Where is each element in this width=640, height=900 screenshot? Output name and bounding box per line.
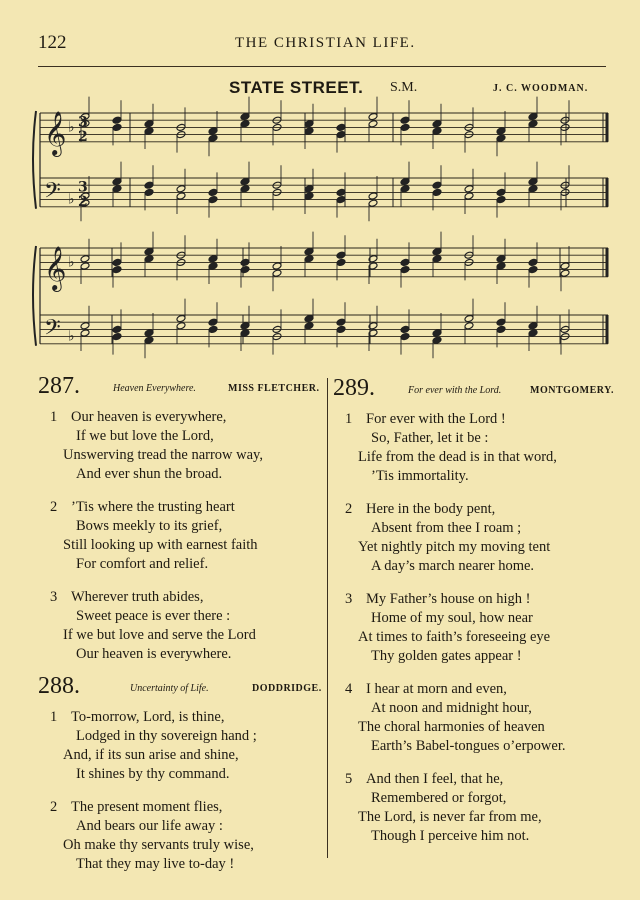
key-flat: ♭ bbox=[68, 329, 75, 345]
note-head bbox=[240, 266, 250, 274]
note-head bbox=[240, 113, 250, 121]
verse-number: 5 bbox=[345, 771, 353, 787]
note-head bbox=[464, 315, 474, 323]
verse-line: And then I feel, that he, bbox=[366, 771, 504, 787]
key-flat: ♭ bbox=[68, 255, 75, 271]
note-head bbox=[560, 269, 570, 277]
hymn-author: MONTGOMERY. bbox=[530, 385, 614, 396]
verse-line: Unswerving tread the narrow way, bbox=[63, 447, 263, 463]
note-head bbox=[432, 248, 442, 256]
note-head bbox=[80, 255, 90, 263]
key-flat: ♭ bbox=[68, 192, 75, 208]
staff-systems bbox=[33, 97, 608, 359]
hymn-number: 287. bbox=[38, 373, 80, 399]
note-head bbox=[432, 255, 442, 263]
verse-line: Home of my soul, how near bbox=[371, 610, 533, 626]
note-head bbox=[464, 322, 474, 330]
verse-line: And, if its sun arise and shine, bbox=[63, 747, 239, 763]
note-head bbox=[496, 318, 506, 326]
note-head bbox=[144, 120, 154, 128]
verse-line: Yet nightly pitch my moving tent bbox=[358, 539, 551, 555]
note-head bbox=[112, 178, 122, 186]
verse-line: Life from the dead is in that word, bbox=[358, 449, 557, 465]
music-score bbox=[0, 0, 640, 370]
note-head bbox=[304, 255, 314, 263]
note-head bbox=[496, 134, 506, 142]
note-head bbox=[432, 329, 442, 337]
note-head bbox=[80, 322, 90, 330]
note-head bbox=[560, 262, 570, 270]
verse-line: Our heaven is everywhere. bbox=[76, 646, 232, 662]
page-number: 122 bbox=[38, 32, 67, 53]
verse-number: 1 bbox=[345, 411, 353, 427]
note-head bbox=[240, 322, 250, 330]
note-head bbox=[432, 120, 442, 128]
verse-number: 4 bbox=[345, 681, 353, 697]
verse-line: Oh make thy servants truly wise, bbox=[63, 837, 254, 853]
note-head bbox=[208, 255, 218, 263]
verse-line: So, Father, let it be : bbox=[371, 430, 489, 446]
verse-line: Earth’s Babel-tongues o’erpower. bbox=[371, 738, 566, 754]
verse-number: 1 bbox=[50, 409, 58, 425]
note-head bbox=[336, 258, 346, 266]
verse-line: Still looking up with earnest faith bbox=[63, 537, 258, 553]
verse-line: If we but love and serve the Lord bbox=[63, 627, 256, 643]
time-signature: 3 bbox=[78, 114, 88, 131]
note-head bbox=[144, 336, 154, 344]
verse-number: 3 bbox=[345, 591, 353, 607]
note-head bbox=[496, 255, 506, 263]
verse-line: Here in the body pent, bbox=[366, 501, 496, 517]
note-head bbox=[144, 329, 154, 337]
note-head bbox=[144, 127, 154, 135]
verse-line: For ever with the Lord ! bbox=[366, 411, 506, 427]
verse-line: My Father’s house on high ! bbox=[366, 591, 531, 607]
note-head bbox=[208, 188, 218, 196]
note-head bbox=[112, 185, 122, 193]
note-head bbox=[336, 188, 346, 196]
note-head bbox=[144, 248, 154, 256]
verse-number: 1 bbox=[50, 709, 58, 725]
note-head bbox=[368, 113, 378, 121]
note-head bbox=[240, 185, 250, 193]
note-head bbox=[528, 322, 538, 330]
note-head bbox=[272, 262, 282, 270]
note-head bbox=[112, 123, 122, 131]
note-head bbox=[368, 192, 378, 200]
note-head bbox=[400, 333, 410, 341]
system-brace bbox=[33, 246, 36, 346]
note-head bbox=[208, 325, 218, 333]
note-head bbox=[240, 178, 250, 186]
note-head bbox=[208, 196, 218, 204]
verse-line: At times to faith’s foreseeing eye bbox=[358, 629, 551, 645]
tune-composer: J. C. WOODMAN. bbox=[493, 83, 589, 94]
note-head bbox=[432, 188, 442, 196]
note-head bbox=[464, 192, 474, 200]
verse-line: The present moment flies, bbox=[71, 799, 223, 815]
tune-meter: S.M. bbox=[390, 80, 418, 95]
note-head bbox=[80, 329, 90, 337]
note-head bbox=[144, 181, 154, 189]
note-head bbox=[112, 333, 122, 341]
verse-line: For comfort and relief. bbox=[76, 556, 209, 572]
note-head bbox=[528, 178, 538, 186]
note-head bbox=[240, 258, 250, 266]
verse-line: To-morrow, Lord, is thine, bbox=[71, 709, 225, 725]
key-flat: ♭ bbox=[68, 120, 75, 136]
verse-line: Wherever truth abides, bbox=[71, 589, 204, 605]
verse-number: 2 bbox=[50, 799, 58, 815]
note-head bbox=[176, 315, 186, 323]
note-head bbox=[240, 329, 250, 337]
hymn-author: DODDRIDGE. bbox=[252, 683, 322, 694]
note-head bbox=[432, 181, 442, 189]
note-head bbox=[528, 120, 538, 128]
verse-line: It shines by thy command. bbox=[76, 766, 230, 782]
note-head bbox=[528, 266, 538, 274]
verse-line: ’Tis immortality. bbox=[371, 468, 469, 484]
hymn-title: Uncertainty of Life. bbox=[130, 683, 209, 694]
verse-line: A day’s march nearer home. bbox=[371, 558, 535, 574]
verse-line: Though I perceive him not. bbox=[371, 828, 530, 844]
verse-line: Bows meekly to its grief, bbox=[76, 518, 223, 534]
time-signature: 3 bbox=[78, 179, 88, 196]
note-head bbox=[144, 188, 154, 196]
note-head bbox=[176, 192, 186, 200]
note-head bbox=[496, 188, 506, 196]
note-head bbox=[144, 255, 154, 263]
verse-line: That they may live to-day ! bbox=[76, 856, 235, 872]
time-signature: 2 bbox=[78, 193, 88, 210]
note-head bbox=[496, 262, 506, 270]
note-head bbox=[336, 325, 346, 333]
note-head bbox=[304, 315, 314, 323]
verse-line: Absent from thee I roam ; bbox=[371, 520, 522, 536]
hymn-title: Heaven Everywhere. bbox=[113, 383, 196, 394]
note-head bbox=[304, 127, 314, 135]
treble-clef: 𝄞 bbox=[44, 110, 67, 155]
note-head bbox=[208, 134, 218, 142]
verse-line: I hear at morn and even, bbox=[366, 681, 507, 697]
verse-line: Thy golden gates appear ! bbox=[371, 648, 522, 664]
bass-clef: 𝄢 bbox=[44, 178, 61, 209]
note-head bbox=[528, 185, 538, 193]
note-head bbox=[400, 178, 410, 186]
verse-line: Sweet peace is ever there : bbox=[76, 608, 231, 624]
note-head bbox=[336, 131, 346, 139]
verse-line: And bears our life away : bbox=[76, 818, 223, 834]
note-head bbox=[304, 248, 314, 256]
verse-number: 3 bbox=[50, 589, 58, 605]
verse-line: The choral harmonies of heaven bbox=[358, 719, 545, 735]
note-head bbox=[240, 120, 250, 128]
verse-line: At noon and midnight hour, bbox=[371, 700, 532, 716]
verse-line: And ever shun the broad. bbox=[76, 466, 223, 482]
note-head bbox=[400, 116, 410, 124]
note-head bbox=[304, 322, 314, 330]
note-head bbox=[80, 262, 90, 270]
verse-number: 2 bbox=[50, 499, 58, 515]
tune-name: STATE STREET. bbox=[229, 78, 364, 97]
note-head bbox=[368, 120, 378, 128]
note-head bbox=[112, 258, 122, 266]
note-head bbox=[528, 258, 538, 266]
note-head bbox=[272, 269, 282, 277]
note-head bbox=[400, 266, 410, 274]
note-head bbox=[208, 262, 218, 270]
running-title: THE CHRISTIAN LIFE. bbox=[235, 35, 416, 51]
note-head bbox=[112, 116, 122, 124]
note-head bbox=[496, 196, 506, 204]
bass-clef: 𝄢 bbox=[44, 315, 61, 346]
note-head bbox=[368, 199, 378, 207]
verse-line: Lodged in thy sovereign hand ; bbox=[76, 728, 257, 744]
note-head bbox=[304, 192, 314, 200]
note-head bbox=[496, 325, 506, 333]
note-head bbox=[432, 336, 442, 344]
hymn-author: MISS FLETCHER. bbox=[228, 383, 320, 394]
treble-clef: 𝄞 bbox=[44, 245, 67, 290]
note-head bbox=[528, 329, 538, 337]
verse-line: The Lord, is never far from me, bbox=[358, 809, 542, 825]
note-head bbox=[208, 318, 218, 326]
note-head bbox=[112, 325, 122, 333]
note-head bbox=[336, 318, 346, 326]
note-head bbox=[112, 266, 122, 274]
note-head bbox=[176, 185, 186, 193]
column-divider bbox=[327, 378, 328, 858]
hymn-number: 289. bbox=[333, 375, 375, 401]
verse-line: Remembered or forgot, bbox=[371, 790, 507, 806]
note-head bbox=[400, 325, 410, 333]
note-head bbox=[400, 123, 410, 131]
note-head bbox=[336, 251, 346, 259]
note-head bbox=[400, 185, 410, 193]
verse-line: ’Tis where the trusting heart bbox=[71, 499, 235, 515]
note-head bbox=[528, 113, 538, 121]
hymn-number: 288. bbox=[38, 673, 80, 699]
note-head bbox=[464, 185, 474, 193]
note-head bbox=[496, 127, 506, 135]
note-head bbox=[304, 120, 314, 128]
hymn-title: For ever with the Lord. bbox=[408, 385, 502, 396]
note-head bbox=[304, 185, 314, 193]
verse-line: Our heaven is everywhere, bbox=[71, 409, 227, 425]
note-head bbox=[336, 123, 346, 131]
note-head bbox=[432, 127, 442, 135]
note-head bbox=[400, 258, 410, 266]
note-head bbox=[336, 196, 346, 204]
verse-number: 2 bbox=[345, 501, 353, 517]
time-signature: 2 bbox=[78, 128, 88, 145]
note-head bbox=[208, 127, 218, 135]
system-brace bbox=[33, 111, 36, 209]
verse-line: If we but love the Lord, bbox=[76, 428, 214, 444]
note-head bbox=[176, 322, 186, 330]
